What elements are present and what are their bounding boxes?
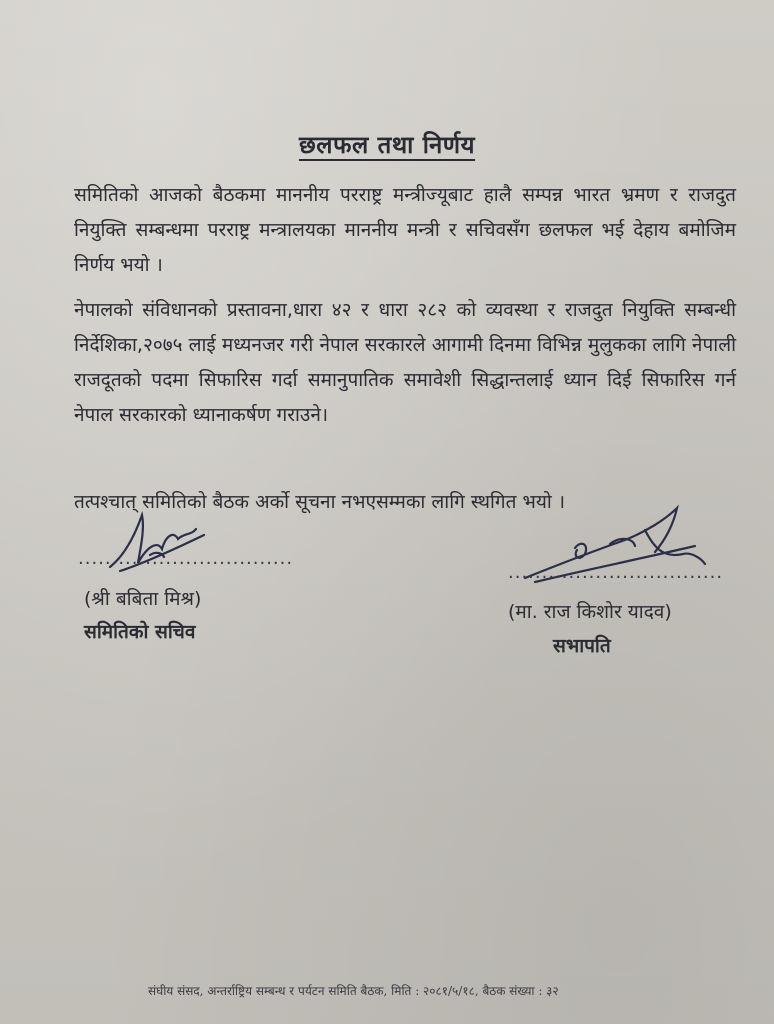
paragraph-adjournment: तत्पश्चात् समितिको बैठक अर्को सूचना नभएसम्मका लागि स्थगित भयो ।	[74, 491, 566, 513]
paragraph-decision: नेपालको संविधानको प्रस्तावना,धारा ४२ र धारा २८२ को व्यवस्था र राजदुत नियुक्ति सम्बन्धी निर्देशिका,२०७५ लाई मध्यनजर गरी नेपाल सरकारले आगामी दिनमा विभिन्न मुलुकका लागि नेपाली राजदूतको पदमा सिफारिस गर्दा समानुपातिक समावेशी सिद्धान्तलाई ध्यान दिई सिफारिस गर्न नेपाल सरकारको ध्यानाकर्षण गराउने।	[74, 299, 736, 426]
secretary-name: (श्री बबिता मिश्र)	[84, 588, 202, 610]
secretary-signature-line: ................................	[78, 548, 294, 569]
document-title: छलफल तथा निर्णय	[298, 131, 476, 159]
chairperson-role: सभापति	[553, 635, 611, 657]
paragraph-meeting-intro: समितिको आजको बैठकमा माननीय परराष्ट्र मन्त्रीज्यूबाट हालै सम्पन्न भारत भ्रमण र राजदुत नियुक्ति सम्बन्धमा परराष्ट्र मन्त्रालयका माननीय मन्त्री र सचिवसँग छलफल भई देहाय बमोजिम निर्णय भयो ।	[74, 184, 736, 276]
chairperson-signature-line: ................................	[508, 562, 724, 583]
secretary-role: समितिको सचिव	[84, 621, 196, 643]
chairperson-name: (मा. राज किशोर यादव)	[508, 601, 672, 623]
document-footer: संघीय संसद, अन्तर्राष्ट्रिय सम्बन्ध र पर्यटन समिति बैठक, मिति : २०८१/५/१८, बैठक संख्या : ३२	[148, 984, 559, 998]
secretary-signature	[100, 505, 220, 585]
